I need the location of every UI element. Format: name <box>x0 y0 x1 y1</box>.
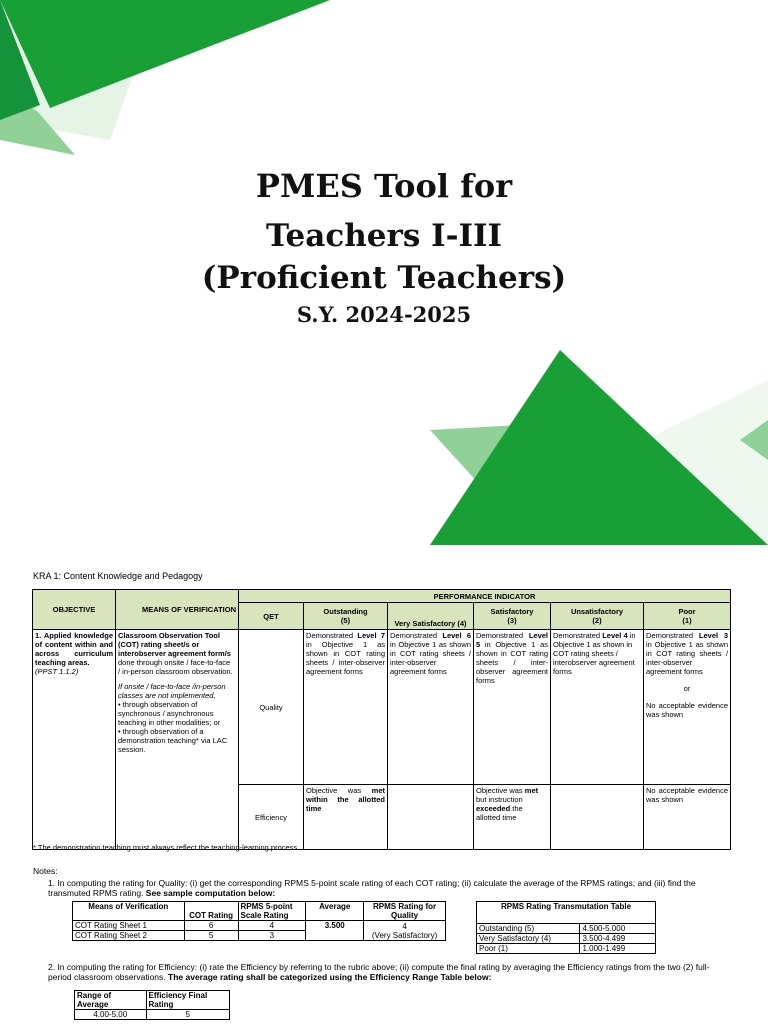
sample-header-average: Average <box>306 902 364 921</box>
qet-efficiency: Efficiency <box>239 785 304 850</box>
quality-satisfactory: Demonstrated Level 5 in Objective 1 as shown in COT rating sheets / inter-observer agreement forms <box>474 630 551 785</box>
kra-heading: KRA 1: Content Knowledge and Pedagogy <box>33 571 203 581</box>
quality-outstanding: Demonstrated Level 7 in Objective 1 as shown in COT rating sheets / inter-observer agreement forms <box>304 630 388 785</box>
sample-average: 3.500 <box>306 921 364 941</box>
transmutation-row1-range: 4.500-5.000 <box>580 924 656 934</box>
performance-indicator-table <box>32 589 731 850</box>
efficiency-satisfactory: Objective was met but instruction exceeded the allotted time <box>474 785 551 850</box>
efficiency-range-row1-rating: 5 <box>146 1010 229 1020</box>
sample-header-final: RPMS Rating for Quality <box>364 902 446 921</box>
transmutation-row1-label: Outstanding (5) <box>477 924 580 934</box>
efficiency-outstanding: Objective was met within the allotted time <box>304 785 388 850</box>
quality-poor-or: or <box>683 684 691 693</box>
header-performance-indicator: PERFORMANCE INDICATOR <box>239 590 731 603</box>
sample-row1-mov: COT Rating Sheet 1 <box>73 921 185 931</box>
mov-cot-sheets: Classroom Observation Tool (COT) rating sheet/s or interobserver agreement form/s done through onsite / face-to-face <box>118 631 231 667</box>
efficiency-unsatisfactory <box>551 785 644 850</box>
mov-inperson: / in-person classroom observation. <box>118 667 233 676</box>
sample-row1-rpms: 4 <box>238 921 306 931</box>
sample-final: 4 (Very Satisfactory) <box>364 921 446 941</box>
header-qet: QET <box>239 603 304 630</box>
green-triangle-top-left-dark <box>0 0 330 108</box>
efficiency-range-header-rating: Efficiency Final Rating <box>146 991 229 1010</box>
efficiency-range-header-range: Range of Average <box>75 991 147 1010</box>
sample-row2-rpms: 3 <box>238 931 306 941</box>
mov-bullet-demo: • through observation of a demonstration teaching* via LAC session. <box>118 727 228 754</box>
sample-header-cot: COT Rating <box>184 902 238 921</box>
header-means-of-verification: MEANS OF VERIFICATION <box>116 590 239 630</box>
cover-school-year: S.Y. 2024-2025 <box>296 302 472 327</box>
transmutation-title: RPMS Rating Transmutation Table <box>477 902 656 924</box>
efficiency-very-satisfactory <box>388 785 474 850</box>
note-2: 2. In computing the rating for Efficiency: (i) rate the Efficiency by referring to the rubric above; (ii) compute the final rating by averaging the Efficiency ratings from the two (2) full-period classroom observations. The average rating shall be categorized using the Efficiency Range Table below: <box>48 962 710 982</box>
quality-very-satisfactory: Demonstrated Level 6 in Objective 1 as shown in COT rating sheets / inter-observer agreement forms <box>388 630 474 785</box>
header-outstanding: Outstanding (5) <box>304 603 388 630</box>
cover-title-line1: PMES Tool for <box>255 167 513 205</box>
cover-title-line2: Teachers I-III <box>266 218 502 254</box>
note-1: 1. In computing the rating for Quality: (i) get the corresponding RPMS 5-point scale rating of each COT rating; (ii) calculate the average of the RPMS ratings; and (iii) find the transmuted RPMS rating. See sample computation below: <box>48 878 696 898</box>
quality-unsatisfactory: Demonstrated Level 4 in Objective 1 as shown in COT rating sheets / interobserver agreement forms <box>551 630 644 785</box>
means-of-verification-cell <box>116 630 239 850</box>
header-satisfactory: Satisfactory (3) <box>474 603 551 630</box>
mov-bullet-synchronous: • through observation of synchronous / asynchronous teaching in other modalities; or <box>118 700 221 727</box>
sample-row2-mov: COT Rating Sheet 2 <box>73 931 185 941</box>
quality-poor: Demonstrated Level 3 in Objective 1 as shown in COT rating sheets / inter-observer agreement forms or No acceptable evidence was shown <box>644 630 731 785</box>
efficiency-range-table <box>74 990 230 1020</box>
cover-title-line3: (Proficient Teachers) <box>201 260 567 296</box>
qet-quality: Quality <box>239 630 304 785</box>
footnote: * The demonstration teaching must always reflect the teaching-learning process. <box>33 843 300 852</box>
transmutation-row3-label: Poor (1) <box>477 944 580 954</box>
quality-poor-no-evidence: No acceptable evidence was shown <box>646 701 729 719</box>
sample-header-rpms: RPMS 5-point Scale Rating <box>238 902 306 921</box>
header-objective: OBJECTIVE <box>33 590 116 630</box>
objective-text: 1. Applied knowledge of content within and across curriculum teaching areas. <box>35 631 113 667</box>
transmutation-row2-range: 3.500-4.499 <box>580 934 656 944</box>
objective-cell <box>33 630 116 850</box>
objective-ppst-ref: (PPST 1.1.2) <box>35 667 79 676</box>
sample-row1-cot: 6 <box>184 921 238 931</box>
transmutation-table <box>476 901 656 954</box>
transmutation-row2-label: Very Satisfactory (4) <box>477 934 580 944</box>
header-unsatisfactory: Unsatisfactory (2) <box>551 603 644 630</box>
sample-header-mov: Means of Verification <box>73 902 185 921</box>
mov-not-implemented: If onsite / face-to-face /in-person classes are not implemented, <box>118 682 226 700</box>
notes-title: Notes: <box>33 866 58 876</box>
header-very-satisfactory: Very Satisfactory (4) <box>388 603 474 630</box>
efficiency-poor: No acceptable evidence was shown <box>644 785 731 850</box>
efficiency-range-row1-range: 4.00-5.00 <box>75 1010 147 1020</box>
transmutation-row3-range: 1.000-1.499 <box>580 944 656 954</box>
sample-row2-cot: 5 <box>184 931 238 941</box>
sample-computation-table <box>72 901 446 941</box>
header-poor: Poor (1) <box>644 603 731 630</box>
